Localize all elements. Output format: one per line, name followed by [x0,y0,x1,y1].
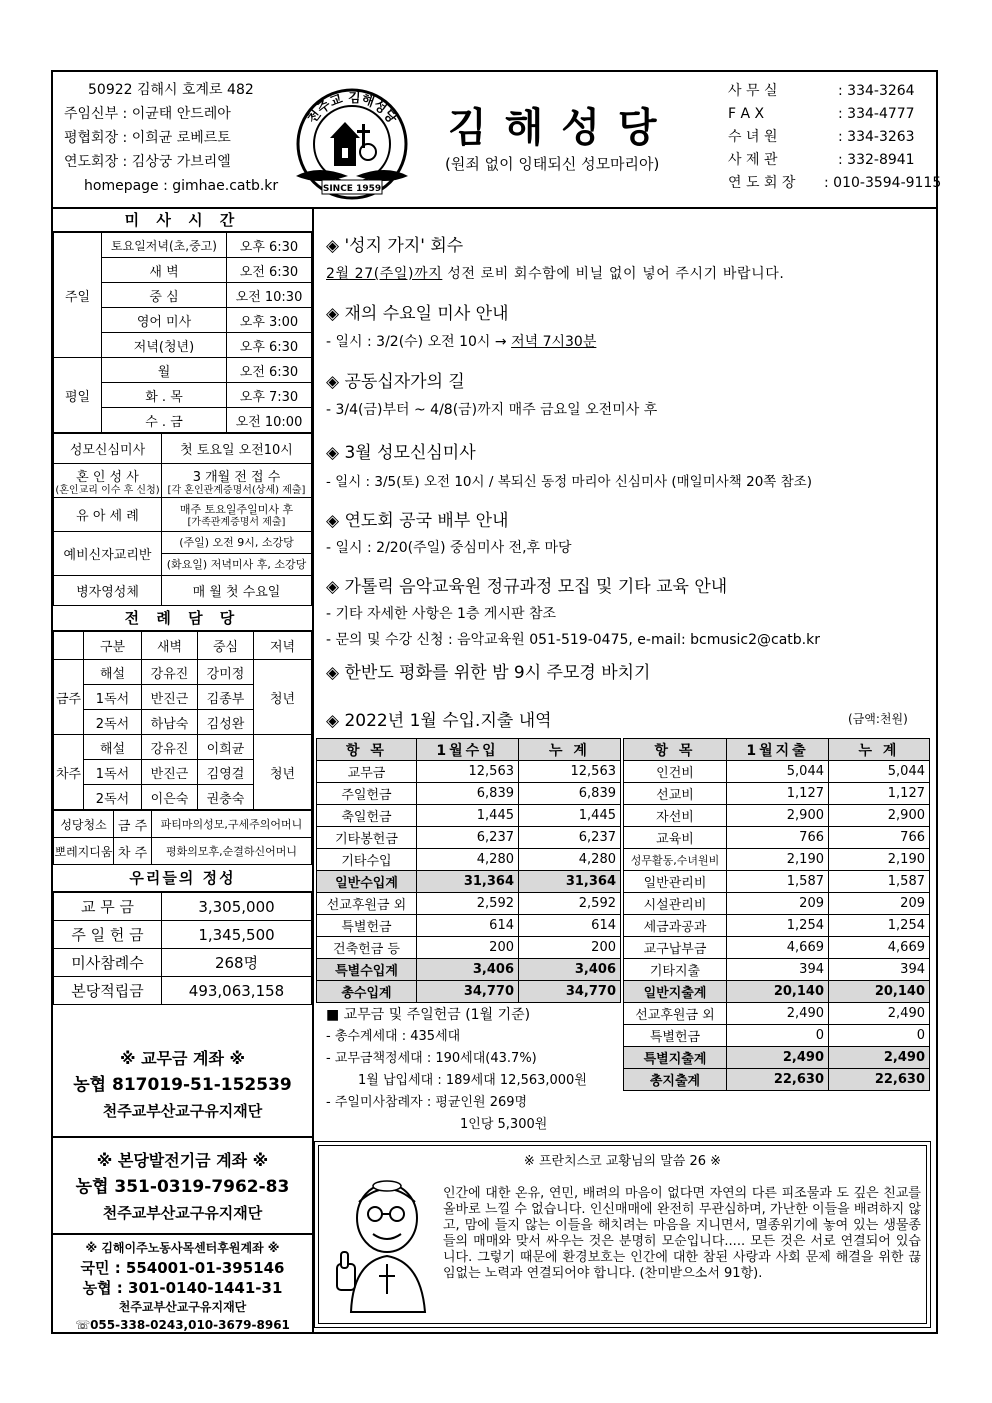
income-row [317,849,621,871]
expense-row-total: 2,190 [829,849,930,871]
expense-row [624,1003,930,1025]
income-row [317,959,621,981]
expense-row [624,959,930,981]
expense-row-name: 교육비 [624,827,727,849]
income-row-name: 일반수입계 [317,871,417,893]
expense-row-month: 5,044 [727,761,829,783]
expense-row-total: 394 [829,959,930,981]
expense-row-total: 766 [829,827,930,849]
income-row-month: 614 [417,915,519,937]
income-row-name: 선교후원금 외 [317,893,417,915]
expense-row-name: 선교비 [624,783,727,805]
income-row [317,827,621,849]
notice-stations: ◈ 공동십자가의 길 - 3/4(금)부터 ~ 4/8(금)까지 매주 금요일 오전미사 후 [326,372,658,418]
income-row [317,915,621,937]
expense-row [624,937,930,959]
contact-office: 사 무 실 : 334-3264 [728,83,915,99]
income-row-name: 교무금 [317,761,417,783]
expense-row [624,1069,930,1091]
duty-table [53,810,312,865]
expense-row-name: 일반관리비 [624,871,727,893]
expense-row-month: 1,127 [727,783,829,805]
expense-row-month: 2,900 [727,805,829,827]
expense-row-name: 선교후원금 외 [624,1003,727,1025]
pope-quote-title: ※ 프란치스코 교황님의 말씀 26 ※ [523,1154,722,1169]
contact-list [728,80,942,195]
elderly-chair: 연도회장 : 김상궁 가브리엘 [64,154,231,170]
expense-row-month: 1,587 [727,871,829,893]
expense-row-name: 특별헌금 [624,1025,727,1047]
pope-quote-text: 인간에 대한 온유, 연민, 배려의 마음이 없다면 자연의 다른 피조물과 도 깊은 친교를 올바로 느낄 수 없습니다. 인신매매에 완전히 무관심하며, 가난한 이들을 배려하지 않고, 맘에 들지 않는 이들을 해치려는 마음을 지니면서, 멸종위기에 놓여 있는 생물종들의 매매와 맞서 싸우는 것은 분명히 모순입니다..... 모든 것은 서로 연결되어 있습니다. 그렇기 때문에 환경보호는 인간에 대한 참된 사랑과 사회 문제 해결을 위한 끊임없는 노력과 연결되어야 합니다. (찬미받으소서 91항). [443,1186,921,1281]
income-row-total: 12,563 [519,761,621,783]
mass-row: 주일 토요일저녁(초,중고) 오후 6:30 [54,233,312,258]
sacrament-table [53,433,312,606]
mass-row: 중 심 오전 10:30 [54,283,312,308]
contact-convent: 수 녀 원 : 334-3263 [728,129,915,145]
offering-row: 교 무 금 3,305,000 [54,893,312,921]
income-row-total: 31,364 [519,871,621,893]
offering-row: 주 일 헌 금 1,345,500 [54,921,312,949]
income-row-month: 31,364 [417,871,519,893]
income-row-total: 4,280 [519,849,621,871]
mass-schedule [53,232,312,433]
expense-row-name: 교구납부금 [624,937,727,959]
expense-row-total: 0 [829,1025,930,1047]
contact-fax: F A X : 334-4777 [728,106,915,122]
parish-info [64,78,278,198]
liturgy-row: 1독서 반진근 김종부 [54,685,312,710]
liturgy-row: 1독서 반진근 김영걸 [54,760,312,785]
expense-row-month: 20,140 [727,981,829,1003]
income-row-month: 6,839 [417,783,519,805]
pope-illustration-icon [329,1172,439,1322]
notice-music: ◈ 가톨릭 음악교육원 정규과정 모집 및 기타 교육 안내 - 기타 자세한 사항은 1층 게시판 참조 - 문의 및 수강 신청 : 음악교육원 051-519-0475, e-mail: bcmusic2@catb.kr [326,577,820,648]
account-divider [51,1136,313,1138]
expense-row-name: 자선비 [624,805,727,827]
income-row-total: 2,592 [519,893,621,915]
income-row [317,893,621,915]
expense-row [624,783,930,805]
weekday-label: 평일 [54,358,102,433]
expense-row-total: 209 [829,893,930,915]
income-row-month: 1,445 [417,805,519,827]
liturgy-row: 차주 해설 강유진 이희균 청년 [54,735,312,760]
liturgy-header-row: 구분 새벽 중심 저녁 [54,632,312,660]
liturgy-row: 금주 해설 강유진 강미정 청년 [54,660,312,685]
income-row-month: 12,563 [417,761,519,783]
expense-row [624,1025,930,1047]
income-row [317,871,621,893]
contact-rectory: 사 제 관 : 332-8941 [728,152,915,168]
income-row-total: 200 [519,937,621,959]
notice-ash-wednesday: ◈ 재의 수요일 미사 안내 - 일시 : 3/2(수) 오전 10시 → 저녁 7시30분 [326,304,597,350]
income-header: 항 목 1월수입 누 계 [317,739,621,761]
duty-row: 성당청소 금 주 파티마의성모,구세주의어머니 [54,811,312,838]
liturgy-table [53,631,312,810]
income-row-month: 3,406 [417,959,519,981]
notice-peace: ◈ 한반도 평화를 위한 밤 9시 주모경 바치기 [326,663,651,683]
address: 50922 김해시 호계로 482 [88,82,254,98]
expense-row-month: 209 [727,893,829,915]
income-row [317,805,621,827]
expense-row-month: 22,630 [727,1069,829,1091]
expense-row-total: 1,587 [829,871,930,893]
income-row-total: 614 [519,915,621,937]
expense-row-name: 기타지출 [624,959,727,981]
sacrament-row: 유 아 세 례 매주 토요일주일미사 후 [가족관계증명서 제출] [54,498,312,532]
expense-row-name: 일반지출계 [624,981,727,1003]
expense-row [624,915,930,937]
income-row-name: 특별헌금 [317,915,417,937]
offering-table [53,892,312,1005]
homepage-link[interactable]: homepage : gimhae.catb.kr [84,178,279,194]
expense-row-total: 22,630 [829,1069,930,1091]
expense-row-month: 2,190 [727,849,829,871]
income-row-month: 2,592 [417,893,519,915]
expense-row-total: 1,254 [829,915,930,937]
page-subtitle: (원죄 없이 잉태되신 성모마리아) [445,155,660,173]
income-row [317,981,621,1003]
page-title: 김해성당 [448,104,675,151]
migrant-account: ※ 김해이주노동사목센터후원계좌 ※ 국민 : 554001-01-395146 농협 : 301-0140-1441-31 천주교부산교구유지재단 ☏055-338-0243,010-3679-8961 [75,1241,290,1332]
expense-row-month: 0 [727,1025,829,1047]
offering-row: 미사참례수 268명 [54,949,312,977]
income-row-name: 기타봉헌금 [317,827,417,849]
pastor: 주임신부 : 이균태 안드레아 [64,106,231,122]
income-row-month: 4,280 [417,849,519,871]
liturgy-row: 2독서 이은숙 권충숙 [54,785,312,810]
expense-row [624,871,930,893]
expense-row [624,849,930,871]
income-row-total: 6,839 [519,783,621,805]
income-row-month: 34,770 [417,981,519,1003]
expense-row-name: 특별지출계 [624,1047,727,1069]
logo-text: 천주교 김해성당 [304,90,400,127]
development-account: ※ 본당발전기금 계좌 ※ 농협 351-0319-7962-83 천주교부산교구유지재단 [75,1151,290,1222]
sacrament-row: 예비신자교리반 (주일) 오전 9시, 소강당 (화요일) 저녁미사 후, 소강당 [54,532,312,576]
mass-row: 저녁(청년) 오후 6:30 [54,333,312,358]
income-row-total: 1,445 [519,805,621,827]
expense-table [623,738,930,1091]
income-row-name: 특별수입계 [317,959,417,981]
liturgy-title: 전 례 담 당 [53,606,312,631]
mass-row: 화 . 목 오후 7:30 [54,383,312,408]
income-row [317,761,621,783]
account-divider [51,1233,313,1235]
income-row-total: 3,406 [519,959,621,981]
expense-row [624,893,930,915]
mass-row: 수 . 금 오전 10:00 [54,408,312,433]
parish-logo [288,80,416,204]
notice-marian-mass: ◈ 3월 성모신심미사 - 일시 : 3/5(토) 오전 10시 / 복되신 동정 마리아 신심미사 (매일미사책 20쪽 참조) [326,443,812,490]
expense-row-name: 총지출계 [624,1069,727,1091]
expense-row-total: 5,044 [829,761,930,783]
expense-row [624,827,930,849]
offering-title: 우리들의 정성 [53,865,312,892]
mass-row: 영어 미사 오후 3:00 [54,308,312,333]
expense-row [624,1047,930,1069]
expense-row-total: 2,900 [829,805,930,827]
income-row-name: 총수입계 [317,981,417,1003]
income-row-month: 6,237 [417,827,519,849]
mass-row: 평일 월 오전 6:30 [54,358,312,383]
tithe-account: ※ 교무금 계좌 ※ 농협 817019-51-152539 천주교부산교구유지재단 [73,1049,292,1120]
sunday-label: 주일 [54,233,102,358]
income-row [317,937,621,959]
expense-row-name: 인건비 [624,761,727,783]
mass-title: 미 사 시 간 [53,209,312,232]
expense-row-total: 2,490 [829,1047,930,1069]
income-row-name: 건축헌금 등 [317,937,417,959]
expense-row-total: 1,127 [829,783,930,805]
finance-title: ◈ 2022년 1월 수입.지출 내역 [326,711,552,731]
expense-row-total: 4,669 [829,937,930,959]
income-row-total: 6,237 [519,827,621,849]
expense-row-month: 394 [727,959,829,981]
sacrament-row: 병자영성체 매 월 첫 수요일 [54,576,312,606]
income-row-name: 주일헌금 [317,783,417,805]
notices [326,231,926,688]
expense-row-month: 1,254 [727,915,829,937]
expense-row-total: 2,490 [829,1003,930,1025]
council-chair: 평협회장 : 이희균 로베르토 [64,130,231,146]
sacrament-row: 혼 인 성 사 (혼인교리 이수 후 신청) 3 개월 전 접 수 [각 혼인관계증명서(상세) 제출] [54,464,312,498]
mass-row: 새 벽 오전 6:30 [54,258,312,283]
pope-quote-box [314,1141,931,1328]
income-row-name: 기타수입 [317,849,417,871]
sacrament-row: 성모신심미사 첫 토요일 오전10시 [54,434,312,464]
offering-row: 본당적립금 493,063,158 [54,977,312,1005]
income-row-month: 200 [417,937,519,959]
expense-row-name: 시설관리비 [624,893,727,915]
expense-row-name: 세금과공과 [624,915,727,937]
finance-unit: (금액:천원) [848,712,908,726]
expense-row-month: 4,669 [727,937,829,959]
expense-row-month: 2,490 [727,1047,829,1069]
notice-palm: ◈ '성지 가지' 회수 2월 27(주일)까지 성전 로비 회수함에 비닐 없이 넣어 주시기 바랍니다. [326,236,785,282]
expense-row [624,981,930,1003]
notice-elderly: ◈ 연도회 공국 배부 안내 - 일시 : 2/20(주일) 중심미사 전,후 마당 [326,511,572,556]
expense-row-month: 2,490 [727,1003,829,1025]
expense-row-month: 766 [727,827,829,849]
liturgy-row: 2독서 하남숙 김성완 [54,710,312,735]
duty-row: 뽀레지디움 차 주 평화의모후,순결하신어머니 [54,838,312,865]
finance-summary: ■ 교무금 및 주일헌금 (1월 기준) - 총수계세대 : 435세대 - 교무금책정세대 : 190세대(43.7%) 1월 납입세대 : 189세대 12,563,000원 - 주일미사참례자 : 평균인원 269명 1인당 5,300원 [326,1007,587,1132]
left-column [53,209,312,1005]
expense-row-total: 20,140 [829,981,930,1003]
income-row [317,783,621,805]
expense-row-name: 성무활동,수녀원비 [624,849,727,871]
income-table [316,738,621,1003]
expense-row [624,761,930,783]
income-row-total: 34,770 [519,981,621,1003]
income-row-name: 축일헌금 [317,805,417,827]
logo-since: SINCE 1959 [322,184,382,194]
expense-header: 항 목 1월지출 누 계 [624,739,930,761]
contact-elderly: 연 도 회 장 : 010-3594-9115 [728,175,942,191]
expense-row [624,805,930,827]
